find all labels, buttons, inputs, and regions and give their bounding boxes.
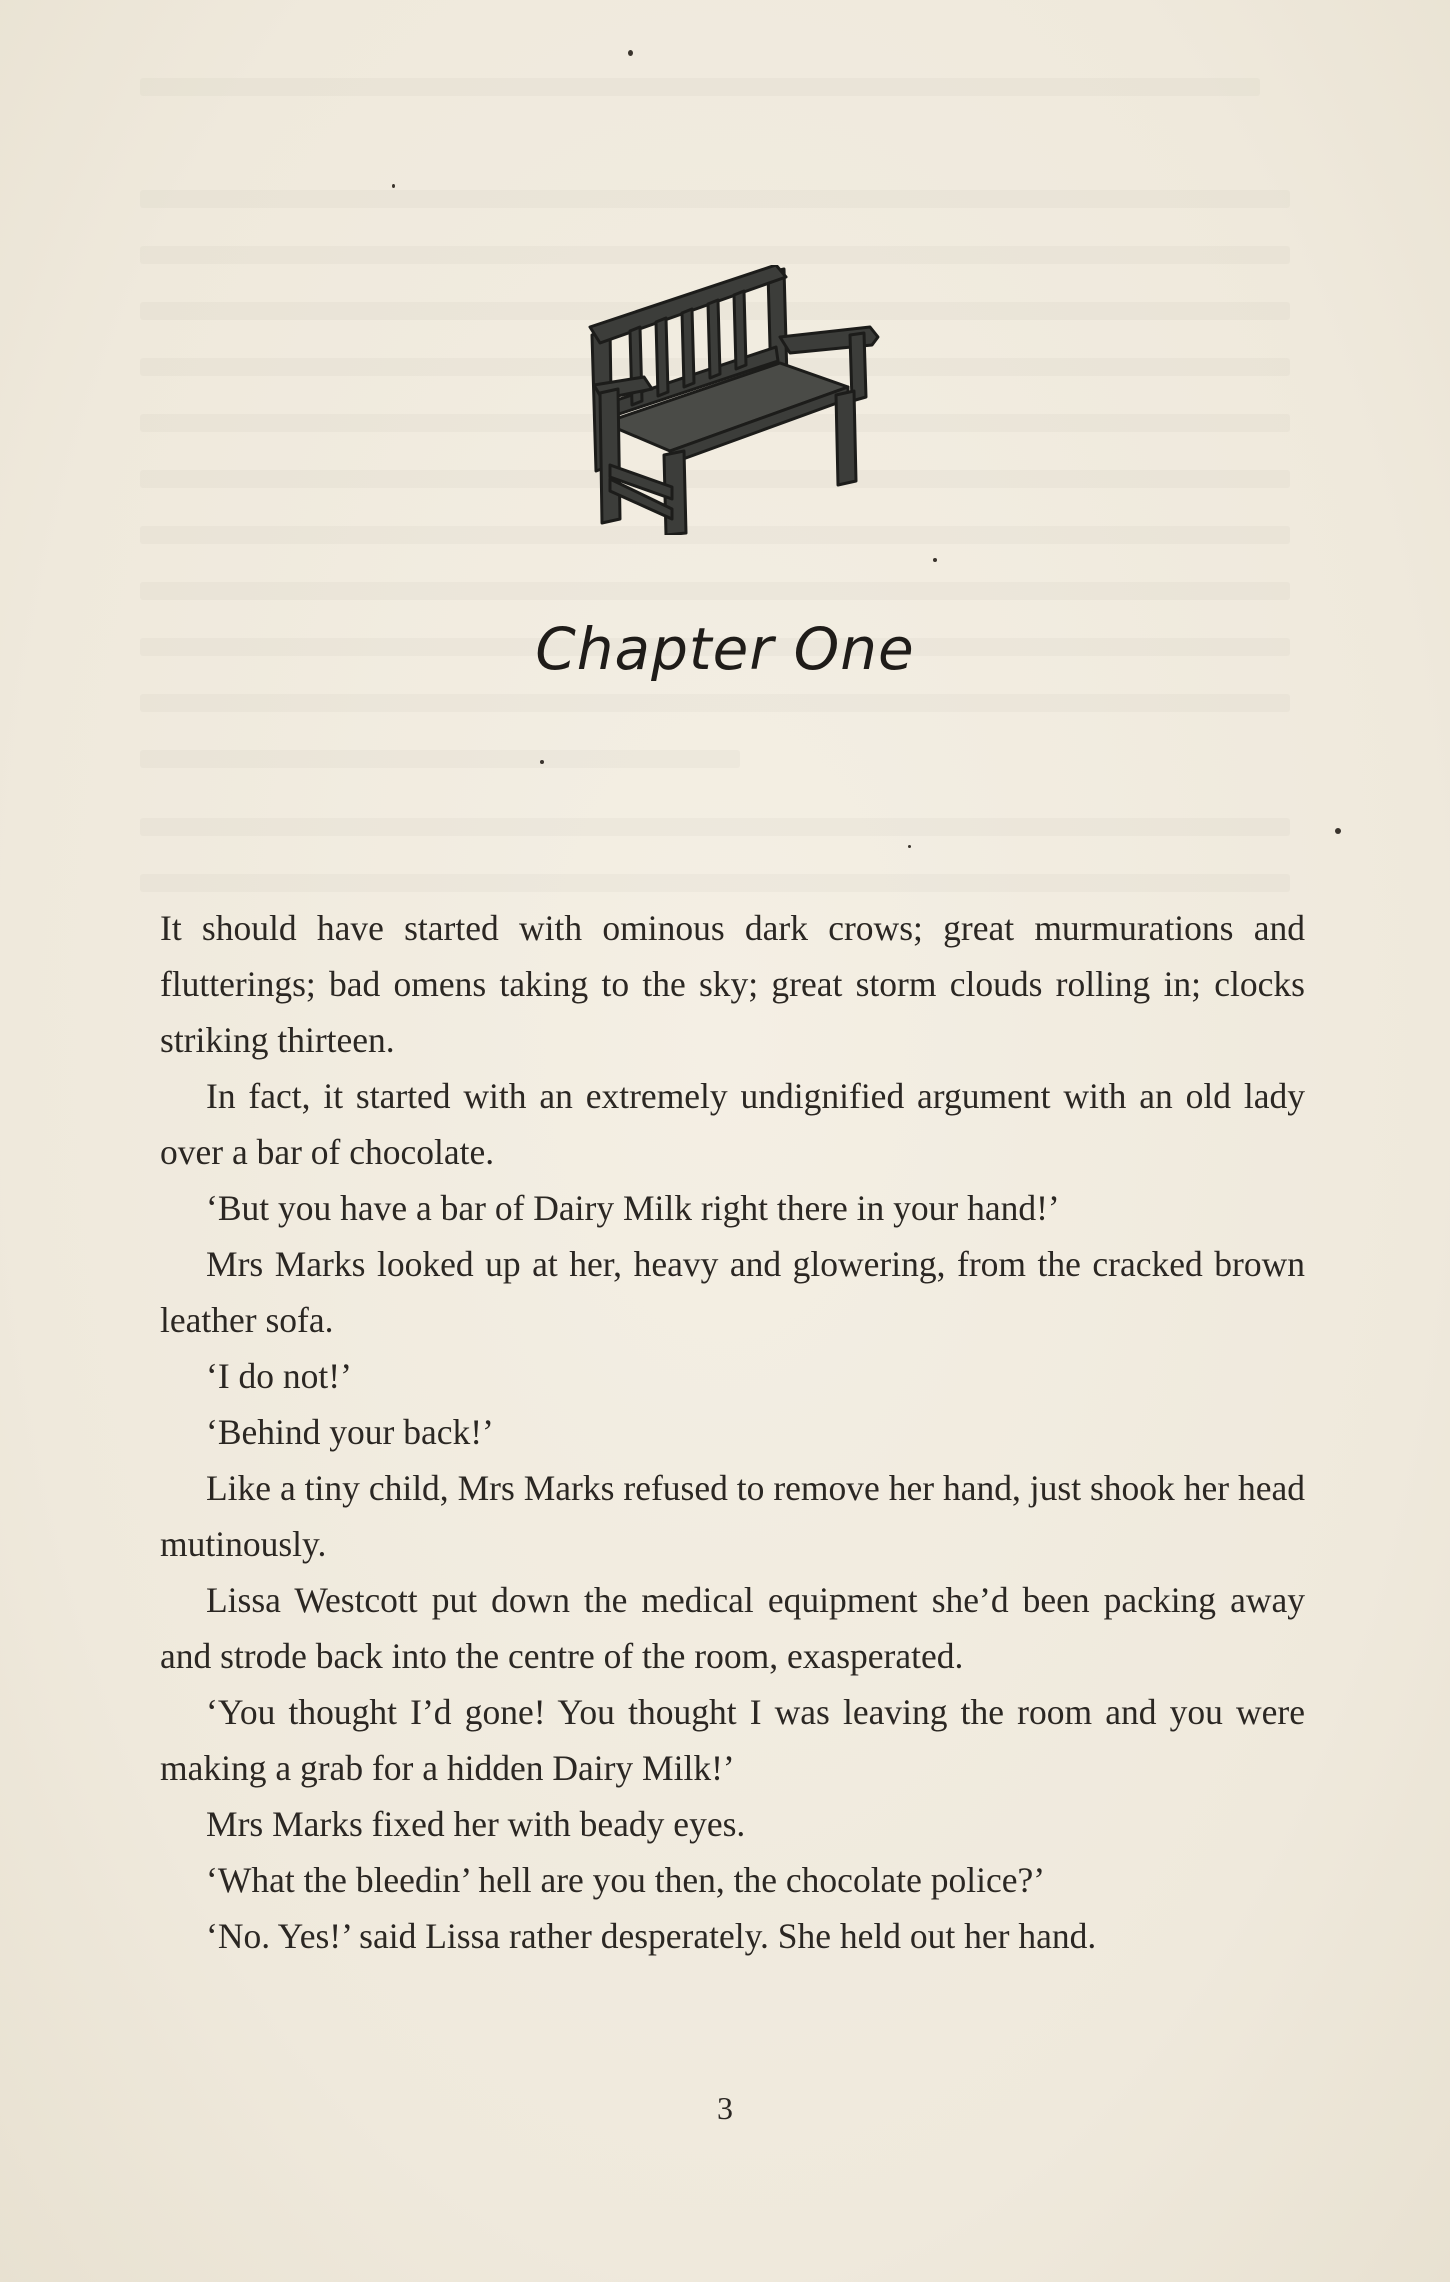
chapter-body	[160, 900, 1305, 1964]
show-through-line	[140, 246, 1290, 264]
paragraph: ‘Behind your back!’	[206, 1412, 494, 1452]
paper-speck	[908, 845, 911, 848]
bench-illustration	[580, 265, 890, 535]
paragraph: Like a tiny child, Mrs Marks refused to remove her hand, just shook her head mutinously.	[160, 1468, 1305, 1564]
show-through-line	[140, 694, 1290, 712]
chapter-title: Chapter One	[535, 615, 915, 683]
paragraph: It should have started with ominous dark crows; great murmurations and flutterings; bad omens taking to the sky; great storm clouds rolling in; clocks striking thirteen.	[160, 908, 1305, 1060]
paragraph: ‘You thought I’d gone! You thought I was leaving the room and you were making a grab for a hidden Dairy Milk!’	[160, 1692, 1305, 1788]
show-through-line	[140, 818, 1290, 836]
paragraph: ‘But you have a bar of Dairy Milk right there in your hand!’	[206, 1188, 1060, 1228]
show-through-line	[140, 750, 740, 768]
show-through-line	[140, 190, 1290, 208]
show-through-line	[140, 582, 1290, 600]
paragraph: Lissa Westcott put down the medical equipment she’d been packing away and strode back into the centre of the room, exasperated.	[160, 1580, 1305, 1676]
paragraph: ‘What the bleedin’ hell are you then, the chocolate police?’	[206, 1860, 1046, 1900]
page-number: 3	[717, 2090, 733, 2126]
paragraph: ‘I do not!’	[206, 1356, 352, 1396]
paper-speck	[540, 760, 544, 764]
paper-speck	[1335, 828, 1341, 834]
paragraph: In fact, it started with an extremely undignified argument with an old lady over a bar of chocolate.	[160, 1076, 1305, 1172]
paragraph: Mrs Marks looked up at her, heavy and glowering, from the cracked brown leather sofa.	[160, 1244, 1305, 1340]
paragraph: Mrs Marks fixed her with beady eyes.	[206, 1804, 746, 1844]
bench-icon	[580, 265, 890, 535]
paper-speck	[628, 50, 633, 56]
paper-speck	[392, 184, 395, 188]
show-through-line	[140, 874, 1290, 892]
show-through-line	[140, 78, 1260, 96]
paper-speck	[933, 558, 937, 562]
paragraph: ‘No. Yes!’ said Lissa rather desperately. She held out her hand.	[206, 1916, 1097, 1956]
